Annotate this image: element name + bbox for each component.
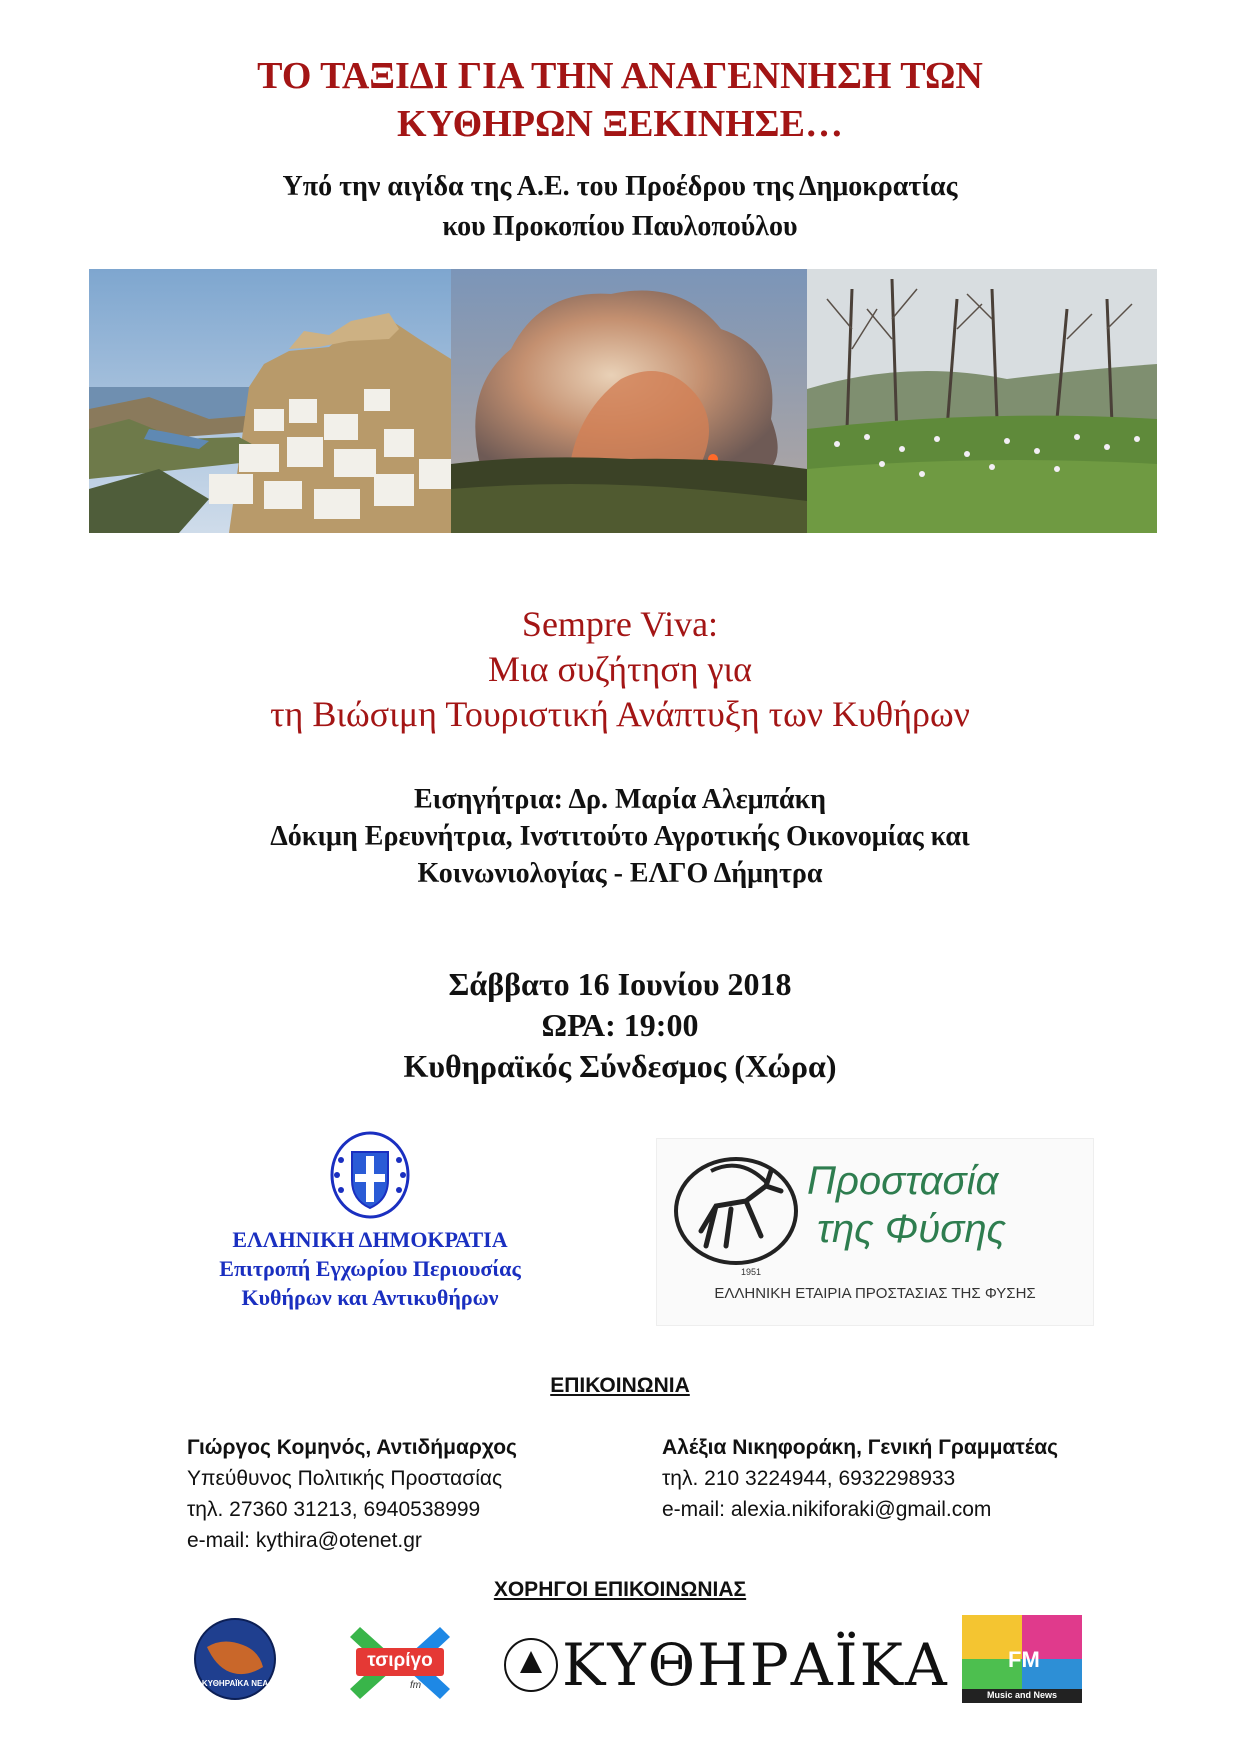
event-title: [0, 52, 1240, 148]
gov-line-3: Κυθήρων και Αντικυθήρων: [241, 1285, 499, 1310]
sponsor-2-sub: fm: [410, 1680, 422, 1691]
sponsor-1-label: ΚΥΘΗΡΑΪΚΑ ΝΕΑ: [201, 1679, 269, 1688]
photo-meadow: [807, 269, 1157, 533]
ngo-name-line-1: Προστασία: [807, 1159, 999, 1203]
speaker-affiliation-1: Δόκιμη Ερευνήτρια, Ινστιτούτο Αγροτικής Οικονομίας και: [270, 821, 970, 852]
contact-left-email[interactable]: e-mail: kythira@otenet.gr: [187, 1529, 422, 1552]
talk-title: [0, 602, 1240, 737]
sponsor-kythiraika-logo: [500, 1628, 949, 1702]
speaker-affiliation-2: Κοινωνιολογίας - ΕΛΓΟ Δήμητρα: [417, 858, 823, 889]
sponsor-3-label: ΚΥΘΗΡΑΪΚΑ: [562, 1631, 949, 1699]
title-line-1: ΤΟ ΤΑΞΙΔΙ ΓΙΑ ΤΗΝ ΑΝΑΓΕΝΝΗΣΗ ΤΩΝ: [257, 55, 983, 97]
gov-line-2: Επιτροπή Εγχωρίου Περιουσίας: [219, 1256, 521, 1281]
sponsor-2-label: τσιρίγο: [367, 1650, 433, 1671]
ibex-logo-icon: [671, 1151, 801, 1271]
sponsor-tsirigo-fm-logo: [350, 1622, 450, 1704]
contact-left: [187, 1432, 517, 1556]
speaker-name: Εισηγήτρια: Δρ. Μαρία Αλεμπάκη: [413, 784, 827, 815]
subtitle-line-3: τη Βιώσιμη Τουριστική Ανάπτυξη των Κυθήρων: [270, 694, 970, 734]
title-line-2: ΚΥΘΗΡΩΝ ΞΕΚΙΝΗΣΕ…: [397, 103, 843, 145]
sponsor-4-label: FM: [1008, 1647, 1040, 1672]
event-time: ΩΡΑ: 19:00: [541, 1007, 699, 1043]
greek-coat-of-arms-icon: [180, 1130, 560, 1225]
contact-right-email[interactable]: e-mail: alexia.nikiforaki@gmail.com: [662, 1498, 992, 1521]
photo-kythira-town: [89, 269, 451, 533]
subtitle-line-1: Sempre Viva:: [521, 604, 719, 644]
gov-text: [180, 1225, 560, 1312]
sponsor-kythiraika-nea-logo: [193, 1617, 277, 1701]
ngo-year: 1951: [741, 1267, 762, 1277]
contact-right-name: Αλέξια Νικηφοράκη, Γενική Γραμματέας: [662, 1436, 1059, 1459]
aegis-line-2: κου Προκοπίου Παυλοπούλου: [442, 211, 798, 242]
ngo-name-line-2: της Φύσης: [817, 1207, 1006, 1251]
society-seal-icon: [502, 1633, 560, 1697]
contact-right: [662, 1432, 1058, 1525]
speaker-info: [0, 781, 1240, 892]
sponsor-radio-fm-logo: [960, 1613, 1084, 1705]
ngo-name: [807, 1157, 1006, 1253]
gov-line-1: ΕΛΛΗΝΙΚΗ ΔΗΜΟΚΡΑΤΙΑ: [232, 1227, 508, 1252]
ngo-full-name: ΕΛΛΗΝΙΚΗ ΕΤΑΙΡΙΑ ΠΡΟΣΤΑΣΙΑΣ ΤΗΣ ΦΥΣΗΣ: [714, 1285, 1036, 1302]
event-details: [0, 964, 1240, 1087]
contact-left-phone: τηλ. 27360 31213, 6940538999: [187, 1498, 481, 1521]
subtitle-line-2: Μια συζήτηση για: [487, 649, 753, 689]
event-date: Σάββατο 16 Ιουνίου 2018: [448, 966, 792, 1002]
aegis-line-1: Υπό την αιγίδα της Α.Ε. του Προέδρου της Δημοκρατίας: [282, 171, 958, 202]
photo-strip: [89, 269, 1157, 533]
sponsors-heading: ΧΟΡΗΓΟΙ ΕΠΙΚΟΙΝΩΝΙΑΣ: [493, 1578, 747, 1601]
contact-right-phone: τηλ. 210 3224944, 6932298933: [662, 1467, 956, 1490]
sponsor-4-sub: Music and News: [986, 1690, 1058, 1700]
contact-heading: ΕΠΙΚΟΙΝΩΝΙΑ: [550, 1374, 690, 1397]
contact-left-name: Γιώργος Κομηνός, Αντιδήμαρχος: [187, 1436, 517, 1459]
aegis-text: [0, 167, 1240, 247]
ngo-logo: [656, 1138, 1094, 1326]
photo-wildfire: [451, 269, 807, 533]
contact-left-role: Υπεύθυνος Πολιτικής Προστασίας: [187, 1467, 503, 1490]
gov-organizer: [180, 1130, 560, 1312]
event-venue: Κυθηραϊκός Σύνδεσμος (Χώρα): [403, 1048, 837, 1084]
